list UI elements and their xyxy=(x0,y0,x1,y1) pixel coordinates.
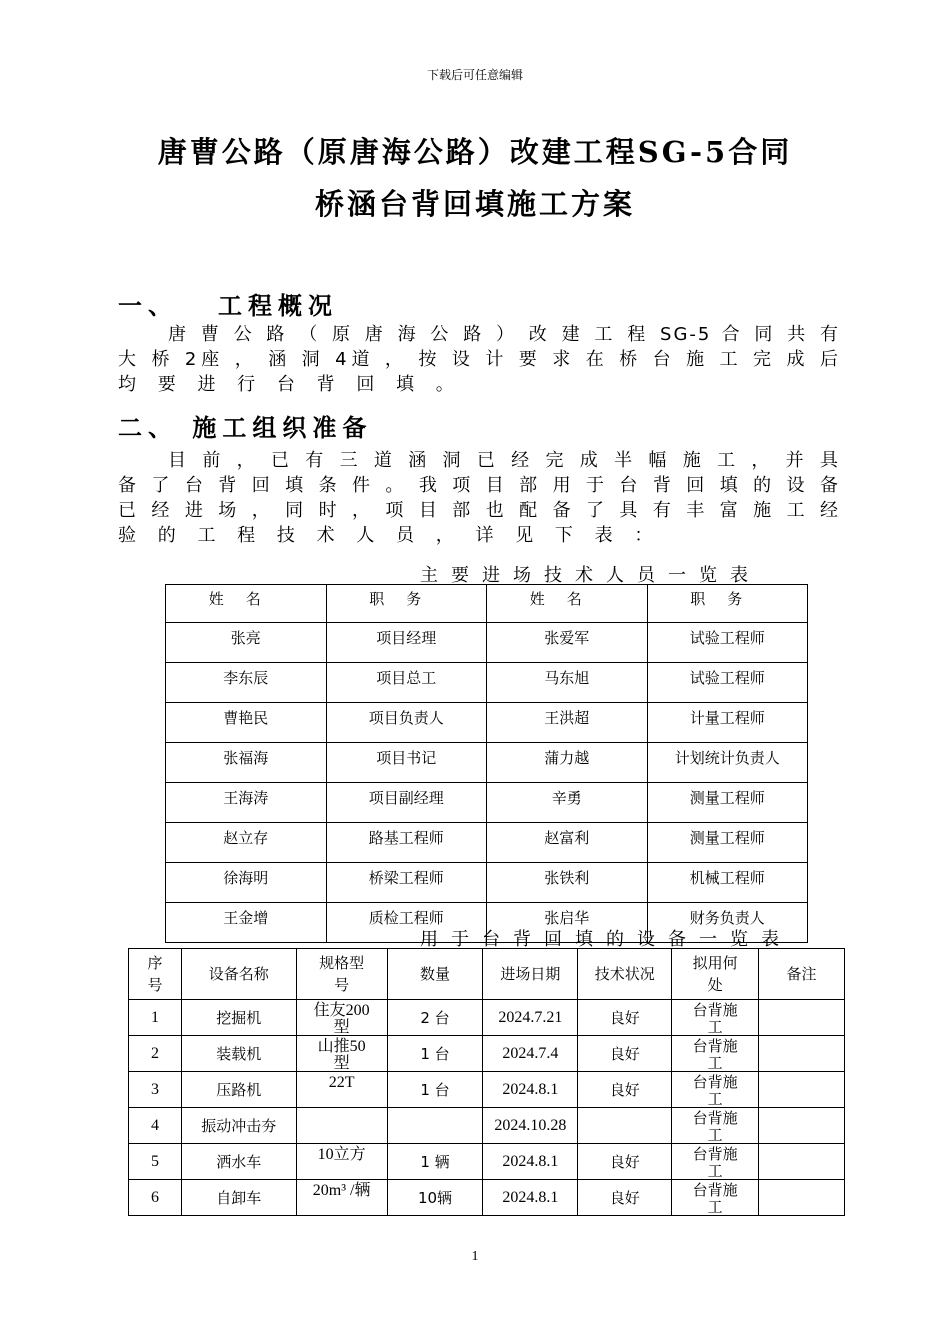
table-cell: 项目副经理 xyxy=(326,783,487,823)
table-cell: 王洪超 xyxy=(487,703,648,743)
table-cell: 良好 xyxy=(578,1072,672,1108)
table-row xyxy=(129,1036,845,1072)
table-cell: 2 xyxy=(129,1036,182,1072)
table-cell: 试验工程师 xyxy=(647,623,808,663)
table-cell: 蒲力越 xyxy=(487,743,648,783)
table-cell: 计划统计负责人 xyxy=(647,743,808,783)
table-header-cell: 技术状况 xyxy=(578,949,672,1000)
cell-text: 台背施工 xyxy=(692,1144,738,1179)
table-cell: 王海涛 xyxy=(166,783,327,823)
table-cell: 2 台 xyxy=(387,1000,483,1036)
table-row xyxy=(129,1000,845,1036)
table-cell: 张爱军 xyxy=(487,623,648,663)
table-header-cell xyxy=(129,949,182,1000)
table-cell: 1 台 xyxy=(387,1072,483,1108)
table-cell: 10辆 xyxy=(387,1180,483,1216)
table-cell: 振动冲击夯 xyxy=(181,1108,296,1144)
cell-text: 20m³ /辆 xyxy=(312,1181,371,1199)
cell-text: 台背施工 xyxy=(692,1036,738,1071)
table-cell: 马东旭 xyxy=(487,663,648,703)
table-cell: 良好 xyxy=(578,1180,672,1216)
table-cell: 良好 xyxy=(578,1000,672,1036)
header-label: 拟用何处 xyxy=(692,954,738,994)
table-cell: 张铁利 xyxy=(487,863,648,903)
staff-table-caption: 主要进场技术人员一览表 xyxy=(420,565,761,586)
table-cell: 机械工程师 xyxy=(647,863,808,903)
table-row xyxy=(166,703,808,743)
table-cell xyxy=(296,1000,387,1036)
paragraph-line: 均 要 进 行 台 背 回 填 。 xyxy=(118,374,462,395)
table-cell: 压路机 xyxy=(181,1072,296,1108)
cell-text: 台背施工 xyxy=(692,1072,738,1107)
section-1-heading xyxy=(118,286,338,321)
section-2-paragraph xyxy=(118,448,840,548)
table-cell: 1 xyxy=(129,1000,182,1036)
table-row xyxy=(166,743,808,783)
table-cell: 桥梁工程师 xyxy=(326,863,487,903)
table-cell xyxy=(672,1036,759,1072)
table-header-cell: 备注 xyxy=(759,949,845,1000)
table-cell: 项目负责人 xyxy=(326,703,487,743)
table-cell xyxy=(759,1072,845,1108)
table-cell xyxy=(672,1180,759,1216)
table-cell: 良好 xyxy=(578,1036,672,1072)
section-1-number: 一、 xyxy=(118,291,178,320)
table-cell: 张福海 xyxy=(166,743,327,783)
cell-text: 22T xyxy=(328,1073,355,1091)
table-cell xyxy=(296,1180,387,1216)
table-cell: 项目经理 xyxy=(326,623,487,663)
table-cell: 装载机 xyxy=(181,1036,296,1072)
table-cell: 洒水车 xyxy=(181,1144,296,1180)
table-cell: 2024.8.1 xyxy=(483,1072,578,1108)
paragraph-line: 验 的 工 程 技 术 人 员 ， 详 见 下 表 ： xyxy=(118,525,661,546)
table-cell: 5 xyxy=(129,1144,182,1180)
table-cell xyxy=(672,1108,759,1144)
table-row xyxy=(166,863,808,903)
staff-table xyxy=(165,584,808,943)
table-cell xyxy=(759,1144,845,1180)
table-cell: 张启华 xyxy=(487,903,648,943)
table-cell: 王金增 xyxy=(166,903,327,943)
table-header-cell xyxy=(296,949,387,1000)
cell-text: 台背施工 xyxy=(692,1180,738,1215)
table-cell: 自卸车 xyxy=(181,1180,296,1216)
table-cell: 2024.8.1 xyxy=(483,1144,578,1180)
table-cell xyxy=(672,1144,759,1180)
table-cell: 1 台 xyxy=(387,1036,483,1072)
table-cell: 质检工程师 xyxy=(326,903,487,943)
table-cell: 测量工程师 xyxy=(647,783,808,823)
table-header-cell: 设备名称 xyxy=(181,949,296,1000)
table-row xyxy=(129,1072,845,1108)
table-cell: 辛勇 xyxy=(487,783,648,823)
table-cell: 赵富利 xyxy=(487,823,648,863)
table-header-cell: 数量 xyxy=(387,949,483,1000)
table-cell: 项目总工 xyxy=(326,663,487,703)
table-header-cell: 姓名 xyxy=(166,585,327,623)
paragraph-line: 大 桥 2座 ， 涵 洞 4道 ， 按 设 计 要 求 在 桥 台 施 工 完 成 后 xyxy=(118,349,840,370)
table-cell xyxy=(759,1180,845,1216)
table-cell xyxy=(296,1036,387,1072)
table-row xyxy=(129,1180,845,1216)
table-cell xyxy=(387,1108,483,1144)
cell-text: 10立方 xyxy=(317,1145,366,1163)
table-header-cell: 姓名 xyxy=(487,585,648,623)
document-title: 唐曹公路（原唐海公路）改建工程SG-5合同 xyxy=(157,135,793,169)
table-cell: 2024.10.28 xyxy=(483,1108,578,1144)
table-cell: 2024.7.4 xyxy=(483,1036,578,1072)
table-cell: 路基工程师 xyxy=(326,823,487,863)
cell-text xyxy=(312,1109,372,1143)
cell-text: 住友200型 xyxy=(313,1001,370,1035)
equipment-table xyxy=(128,948,845,1216)
table-cell: 3 xyxy=(129,1072,182,1108)
header-label: 规格型号 xyxy=(319,954,365,994)
section-1-paragraph xyxy=(118,322,840,397)
cell-text: 山推50型 xyxy=(317,1037,366,1071)
table-cell: 曹艳民 xyxy=(166,703,327,743)
table-cell xyxy=(759,1108,845,1144)
table-cell: 赵立存 xyxy=(166,823,327,863)
table-cell xyxy=(296,1108,387,1144)
table-cell: 2024.8.1 xyxy=(483,1180,578,1216)
table-cell: 项目书记 xyxy=(326,743,487,783)
table-cell: 测量工程师 xyxy=(647,823,808,863)
table-row xyxy=(166,783,808,823)
section-1-title: 工程概况 xyxy=(218,291,338,320)
table-cell xyxy=(672,1000,759,1036)
header-note: 下载后可任意编辑 xyxy=(426,68,523,82)
table-cell: 挖掘机 xyxy=(181,1000,296,1036)
table-row xyxy=(166,823,808,863)
table-header-row xyxy=(129,949,845,1000)
header-label: 序号 xyxy=(147,954,163,994)
table-header-cell xyxy=(672,949,759,1000)
cell-text: 台背施工 xyxy=(692,1108,738,1143)
equipment-table-caption: 用于台背回填的设备一览表 xyxy=(420,929,792,950)
table-cell: 李东辰 xyxy=(166,663,327,703)
table-header-cell: 进场日期 xyxy=(483,949,578,1000)
table-row xyxy=(129,1144,845,1180)
table-cell xyxy=(296,1144,387,1180)
table-cell: 徐海明 xyxy=(166,863,327,903)
table-cell xyxy=(296,1072,387,1108)
table-cell: 4 xyxy=(129,1108,182,1144)
table-cell xyxy=(672,1072,759,1108)
document-subtitle: 桥涵台背回填施工方案 xyxy=(314,187,635,221)
paragraph-line: 目 前 ， 已 有 三 道 涵 洞 已 经 完 成 半 幅 施 工 ， 并 具 xyxy=(168,450,840,471)
table-row xyxy=(166,663,808,703)
page-number: 1 xyxy=(471,1249,479,1264)
table-cell: 6 xyxy=(129,1180,182,1216)
table-cell xyxy=(759,1000,845,1036)
table-header-row xyxy=(166,585,808,623)
paragraph-line: 已 经 进 场 ， 同 时 ， 项 目 部 也 配 备 了 具 有 丰 富 施 工 经 xyxy=(118,500,840,521)
table-cell: 张亮 xyxy=(166,623,327,663)
table-row xyxy=(129,1108,845,1144)
table-header-cell: 职务 xyxy=(647,585,808,623)
paragraph-line: 备 了 台 背 回 填 条 件 。 我 项 目 部 用 于 台 背 回 填 的 设 备 xyxy=(118,475,840,496)
paragraph-line: 唐 曹 公 路 （ 原 唐 海 公 路 ） 改 建 工 程 SG-5 合 同 共 有 xyxy=(168,324,840,345)
table-cell: 良好 xyxy=(578,1144,672,1180)
table-cell: 财务负责人 xyxy=(647,903,808,943)
table-cell: 计量工程师 xyxy=(647,703,808,743)
table-row xyxy=(166,623,808,663)
cell-text: 台背施工 xyxy=(692,1000,738,1035)
table-cell: 2024.7.21 xyxy=(483,1000,578,1036)
table-header-cell: 职务 xyxy=(326,585,487,623)
table-cell: 试验工程师 xyxy=(647,663,808,703)
table-cell xyxy=(578,1108,672,1144)
table-cell: 1 辆 xyxy=(387,1144,483,1180)
section-2-heading: 二、 施工组织准备 xyxy=(118,413,373,442)
table-cell xyxy=(759,1036,845,1072)
